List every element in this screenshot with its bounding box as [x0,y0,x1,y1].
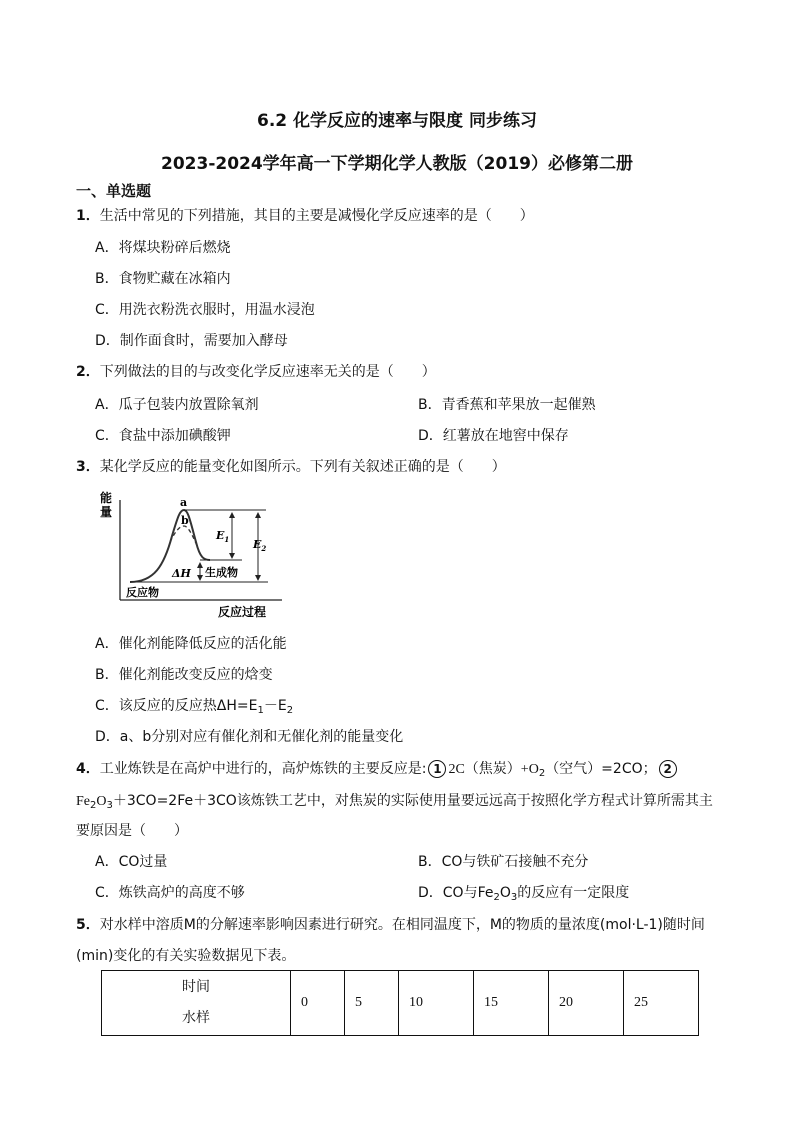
question-5-line-1: 5．对水样中溶质M的分解速率影响因素进行研究。在相同温度下，M的物质的量浓度(mol·L-1)随时间 [76,917,705,933]
y-axis-label-2: 量 [100,505,113,519]
option-c[interactable]: C．炼铁高炉的高度不够 [95,885,245,901]
option-a[interactable]: A．瓜子包装内放置除氧剂 [95,397,259,413]
option-b[interactable]: B．催化剂能改变反应的焓变 [95,667,273,683]
question-3 [76,456,506,476]
option-d[interactable]: D．制作面食时，需要加入酵母 [95,333,288,349]
option-b[interactable]: B．CO与铁矿石接触不充分 [418,854,589,870]
circled-number-2: 2 [659,760,677,778]
page-subtitle: 2023-2024学年高一下学期化学人教版（2019）必修第二册 [161,154,633,174]
option-a[interactable]: A．CO过量 [95,854,168,870]
question-text: 某化学反应的能量变化如图所示。下列有关叙述正确的是（ ） [99,459,506,475]
question-4-line-3: 要原因是（ ） [76,823,188,839]
label-product: 生成物 [205,566,238,579]
label-delta-h: ΔH [172,567,191,580]
energy-diagram [92,486,292,620]
time-cell: 25 [624,971,699,1036]
option-d[interactable]: D．CO与$Fe_2O_3$的反应有一定限度 [418,885,630,903]
question-number: 4． [76,761,100,777]
question-number: 5． [76,917,100,933]
option-c[interactable]: C．食盐中添加碘酸钾 [95,428,231,444]
time-cell: 15 [474,971,549,1036]
label-reactant: 反应物 [126,586,159,599]
option-d[interactable]: D．红薯放在地窖中保存 [418,428,569,444]
time-cell: 5 [345,971,399,1036]
question-number: 1． [76,208,100,224]
option-b[interactable]: B．食物贮藏在冰箱内 [95,271,231,287]
x-axis-label: 反应过程 [218,605,267,619]
time-cell: 20 [549,971,624,1036]
data-table [101,970,699,1036]
option-c[interactable]: C．用洗衣粉洗衣服时，用温水浸泡 [95,302,315,318]
page-title: 6.2 化学反应的速率与限度 同步练习 [257,111,537,131]
label-b: b [181,514,189,527]
table-header-cell: 时间 水样 [102,971,291,1036]
time-cell: 0 [291,971,345,1036]
y-axis-label-1: 能 [100,491,113,505]
curve-a [130,510,210,582]
time-cell: 10 [399,971,474,1036]
option-c[interactable]: C．该反应的反应热$\Delta H=E_1-E_2$ [95,698,294,716]
question-1 [76,205,534,225]
option-a[interactable]: A．将煤块粉碎后燃烧 [95,240,231,256]
question-number: 2． [76,364,100,380]
question-5-line-2: (min)变化的有关实验数据见下表。 [76,948,296,964]
label-a: a [180,496,188,509]
question-4-line-1: 4．工业炼铁是在高炉中进行的，高炉炼铁的主要反应是: 1 2C（焦炭）$+O_2$（空气）=2CO； 2 [76,758,679,779]
label-e2: $E_2$ [253,538,267,553]
question-text: 下列做法的目的与改变化学反应速率无关的是（ ） [99,364,436,380]
option-d[interactable]: D．a、b分别对应有催化剂和无催化剂的能量变化 [95,729,404,745]
section-heading: 一、单选题 [76,182,152,200]
label-e1: $E_1$ [216,529,230,544]
option-b[interactable]: B．青香蕉和苹果放一起催熟 [418,397,596,413]
table-row [102,971,699,1036]
option-a[interactable]: A．催化剂能降低反应的活化能 [95,636,287,652]
question-number: 3． [76,459,100,475]
question-2 [76,361,436,381]
question-4-line-2: $Fe_2O_3+3CO=2Fe+3CO$该炼铁工艺中，对焦炭的实际使用量要远远高于按照化学方程式计算所需其主 [76,793,713,811]
circled-number-1: 1 [428,760,446,778]
question-text: 生活中常见的下列措施，其目的主要是减慢化学反应速率的是（ ） [99,208,534,224]
